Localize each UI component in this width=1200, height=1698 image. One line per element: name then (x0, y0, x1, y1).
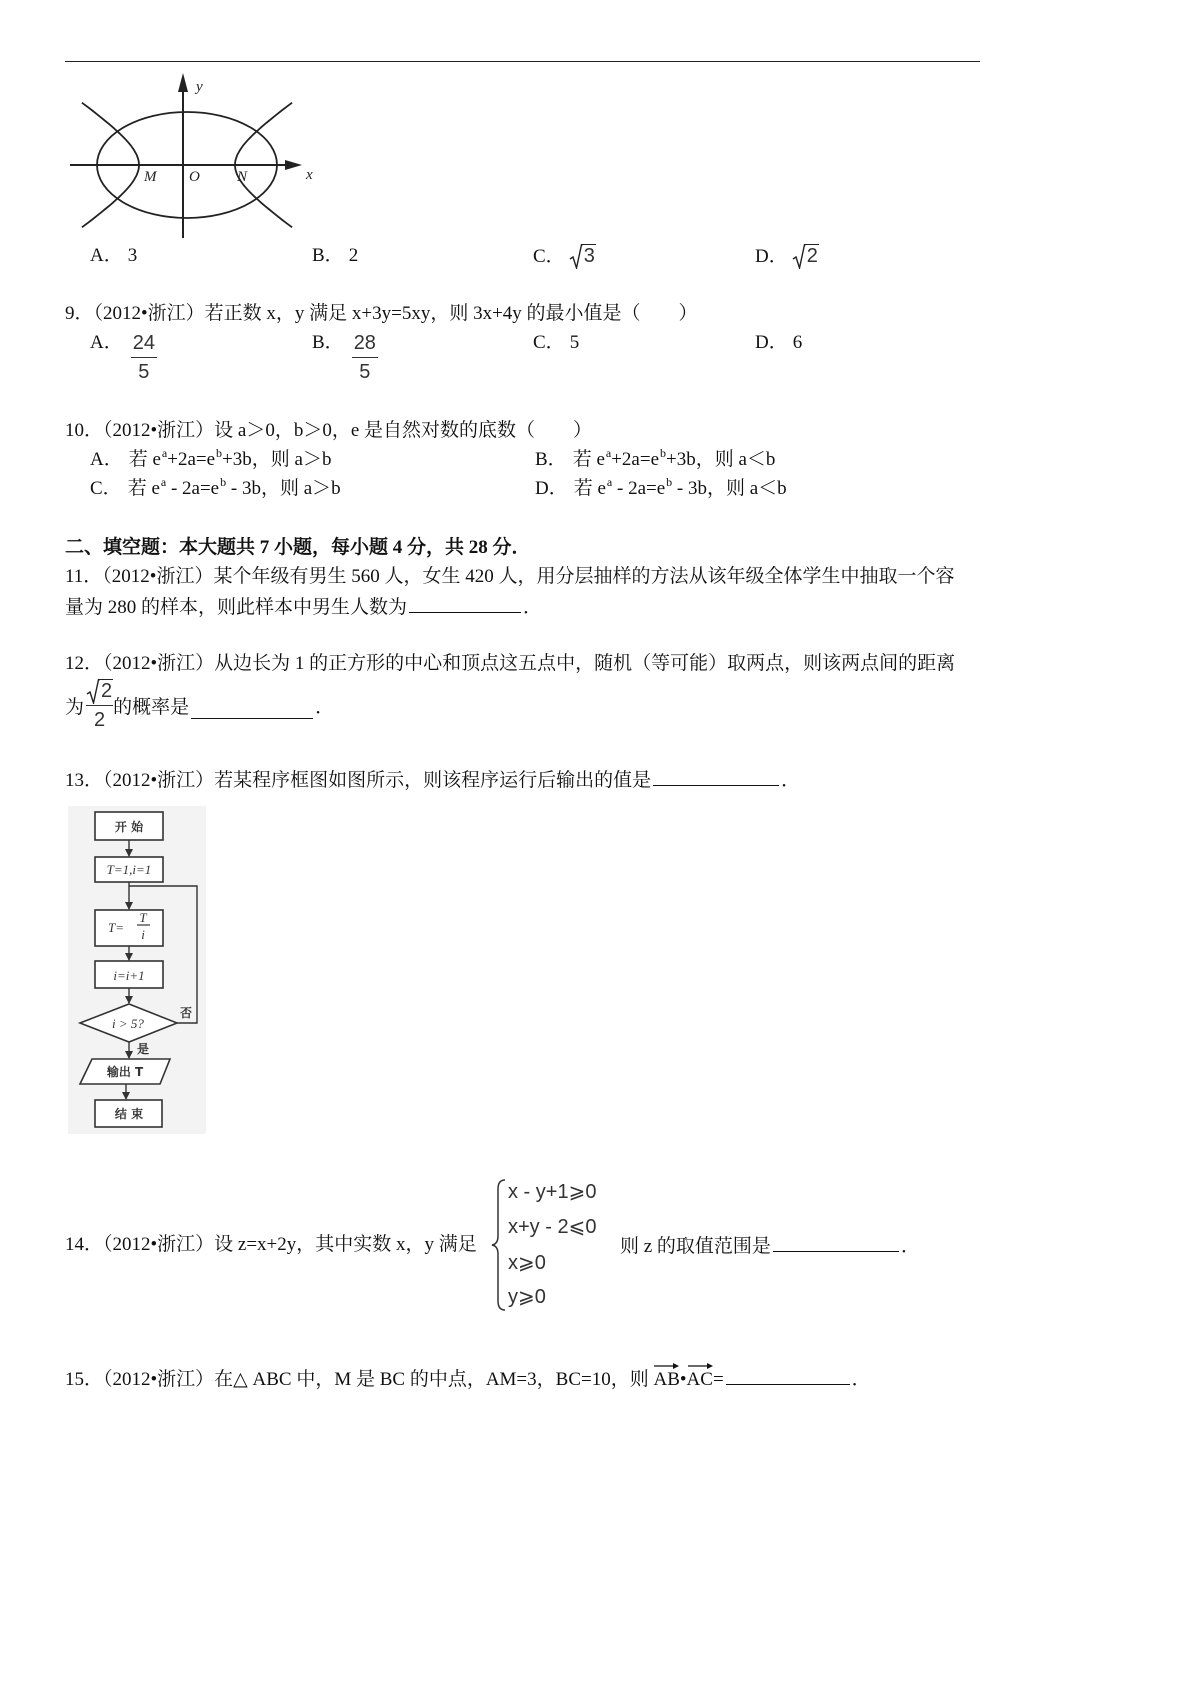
point-m-label: M (144, 169, 157, 185)
increment-label: i=i+1 (113, 968, 145, 983)
option-text: 若 e (128, 449, 161, 470)
answer-blank (191, 700, 313, 719)
answer-blank (409, 594, 521, 613)
q9-option-a (90, 331, 157, 384)
point-o-label: O (189, 169, 200, 185)
q12-line-2 (65, 681, 334, 729)
yes-branch-label: 是 (136, 1042, 150, 1056)
option-value: 5 (569, 332, 580, 353)
constraint-2: x+y - 2⩽0 (508, 1216, 597, 1238)
exponent: b (666, 475, 673, 489)
option-label: C． (533, 246, 565, 267)
question-end: ． (523, 597, 543, 618)
question-text: 的概率是 (113, 696, 190, 718)
output-label: 输出 T (106, 1065, 144, 1079)
vector-ab (653, 1368, 679, 1392)
q12-line-1: 12．（2012•浙江）从边长为 1 的正方形的中心和顶点这五点中，随机（等可能）取两点，则该两点间的距离 (65, 653, 956, 674)
section-heading: 二、填空题：本大题共 7 小题，每小题 4 分，共 28 分． (65, 537, 531, 558)
q14-stem: 14．（2012•浙江）设 z=x+2y，其中实数 x，y 满足 (65, 1234, 477, 1255)
y-axis-label: y (196, 79, 203, 95)
q14-tail (620, 1233, 920, 1259)
assign-denominator: i (141, 927, 145, 942)
answer-blank (773, 1233, 899, 1252)
exponent: b (216, 446, 223, 460)
option-text: 若 e (573, 478, 606, 499)
option-label: A． (90, 245, 123, 266)
option-text: +3b，则 a＜b (666, 449, 776, 470)
init-label: T=1,i=1 (106, 862, 152, 877)
condition-label: i > 5? (112, 1016, 144, 1031)
numerator: 28 (353, 332, 376, 354)
option-label: D． (535, 478, 568, 499)
vector-ac (687, 1368, 713, 1392)
q8-option-c (533, 244, 596, 269)
radical-sign-icon (792, 244, 806, 269)
radical-expression (569, 244, 596, 269)
point-n-label: N (237, 169, 248, 185)
numerator: 24 (132, 332, 155, 354)
exponent: a (606, 475, 613, 489)
question-text: 则 z 的取值范围是 (620, 1236, 771, 1257)
exponent: b (660, 446, 666, 460)
assign-box (95, 910, 163, 946)
exponent: a (160, 475, 167, 489)
q9-stem: 9．（2012•浙江）若正数 x，y 满足 x+3y=5xy，则 3x+4y 的最小值是（ ） (65, 303, 698, 324)
vector-arrow-icon (687, 1362, 714, 1370)
radical-expression (792, 244, 819, 269)
system-brace-icon (490, 1176, 510, 1314)
fraction-bar (131, 357, 157, 358)
question-text: 13．（2012•浙江）若某程序框图如图所示，则该程序运行后输出的值是 (65, 770, 652, 791)
question-end: ． (900, 1236, 920, 1257)
option-text: +2a=e (611, 449, 659, 470)
exponent: b (220, 475, 227, 489)
radical-sign-icon (86, 679, 100, 704)
q15-stem (65, 1366, 871, 1392)
x-axis-arrowhead-icon (285, 160, 302, 170)
vector-arrow-icon (653, 1362, 680, 1370)
option-text: +3b，则 a＞b (222, 449, 332, 470)
option-label: A． (90, 332, 123, 353)
dot-operator: • (679, 1369, 687, 1390)
equals-sign: = (712, 1369, 724, 1390)
question-text: 15．（2012•浙江）在△ ABC 中，M 是 BC 的中点，AM=3，BC=10，则 (65, 1369, 654, 1390)
q10-option-b (535, 448, 775, 473)
option-value: 6 (792, 332, 803, 353)
option-label: B． (312, 245, 344, 266)
q9-option-d (755, 331, 802, 355)
assign-numerator: T (139, 910, 147, 925)
vector-name: AB (653, 1369, 680, 1390)
radical-expression (86, 679, 113, 703)
constraint-1: x - y+1⩾0 (508, 1181, 597, 1203)
option-value: 2 (348, 245, 359, 266)
option-text: +2a=e (167, 449, 216, 470)
denominator: 5 (138, 361, 150, 383)
fraction-bar (352, 357, 378, 358)
ellipse-hyperbola-figure (0, 0, 340, 250)
option-label: D． (755, 332, 788, 353)
question-end: ． (315, 696, 335, 718)
q9-option-c (533, 331, 579, 355)
constraint-3: x⩾0 (508, 1252, 546, 1274)
option-label: C． (90, 478, 122, 499)
q10-option-a (90, 448, 331, 473)
denominator: 2 (94, 708, 106, 731)
q9-option-b (312, 331, 378, 384)
option-value: 3 (127, 245, 138, 266)
option-label: C． (533, 332, 565, 353)
q10-option-d (535, 477, 787, 502)
question-text: 量为 280 的样本，则此样本中男生人数为 (65, 597, 408, 618)
question-text: 为 (65, 696, 85, 718)
exponent: a (605, 446, 612, 460)
radical-sign-icon (569, 244, 583, 269)
y-axis-arrowhead-icon (178, 73, 188, 92)
option-text: - 3b，则 a＜b (672, 478, 787, 499)
option-text: - 2a=e (612, 478, 666, 499)
constraint-4: y⩾0 (508, 1286, 546, 1308)
option-label: B． (312, 332, 344, 353)
question-end: ． (851, 1369, 871, 1390)
q8-option-d (755, 244, 819, 269)
radicand: 2 (101, 679, 113, 702)
option-label: D． (755, 246, 788, 267)
x-axis-label: x (306, 167, 313, 183)
fraction (131, 331, 157, 384)
option-text: - 3b，则 a＞b (226, 478, 341, 499)
radicand: 3 (583, 245, 595, 267)
vector-name: AC (686, 1369, 713, 1390)
fraction-bar (86, 705, 113, 706)
no-branch-label: 否 (179, 1006, 193, 1020)
q11-line-2 (65, 594, 542, 620)
q13-stem (65, 767, 800, 793)
option-text: - 2a=e (166, 478, 220, 499)
radicand: 2 (806, 245, 818, 267)
option-text: 若 e (572, 449, 605, 470)
answer-blank (653, 767, 779, 786)
option-label: A． (90, 449, 123, 470)
fraction-sqrt-over-denominator (86, 679, 113, 732)
q8-option-b (312, 244, 358, 268)
fraction (352, 331, 378, 384)
assign-lhs-label: T= (107, 920, 125, 935)
q10-stem: 10．（2012•浙江）设 a＞0，b＞0，e 是自然对数的底数（ ） (65, 420, 593, 441)
q8-option-a (90, 244, 137, 268)
denominator: 5 (359, 361, 371, 383)
flowchart-diagram (60, 800, 220, 1145)
option-label: B． (535, 449, 567, 470)
exponent: a (161, 446, 168, 460)
q11-line-1: 11．（2012•浙江）某个年级有男生 560 人，女生 420 人，用分层抽样的方法从该年级全体学生中抽取一个容 (65, 566, 955, 587)
end-label: 结 束 (114, 1107, 144, 1121)
question-end: ． (781, 770, 801, 791)
option-text: 若 e (127, 478, 160, 499)
start-label: 开 始 (114, 820, 144, 834)
q10-option-c (90, 477, 341, 502)
answer-blank (726, 1366, 850, 1385)
